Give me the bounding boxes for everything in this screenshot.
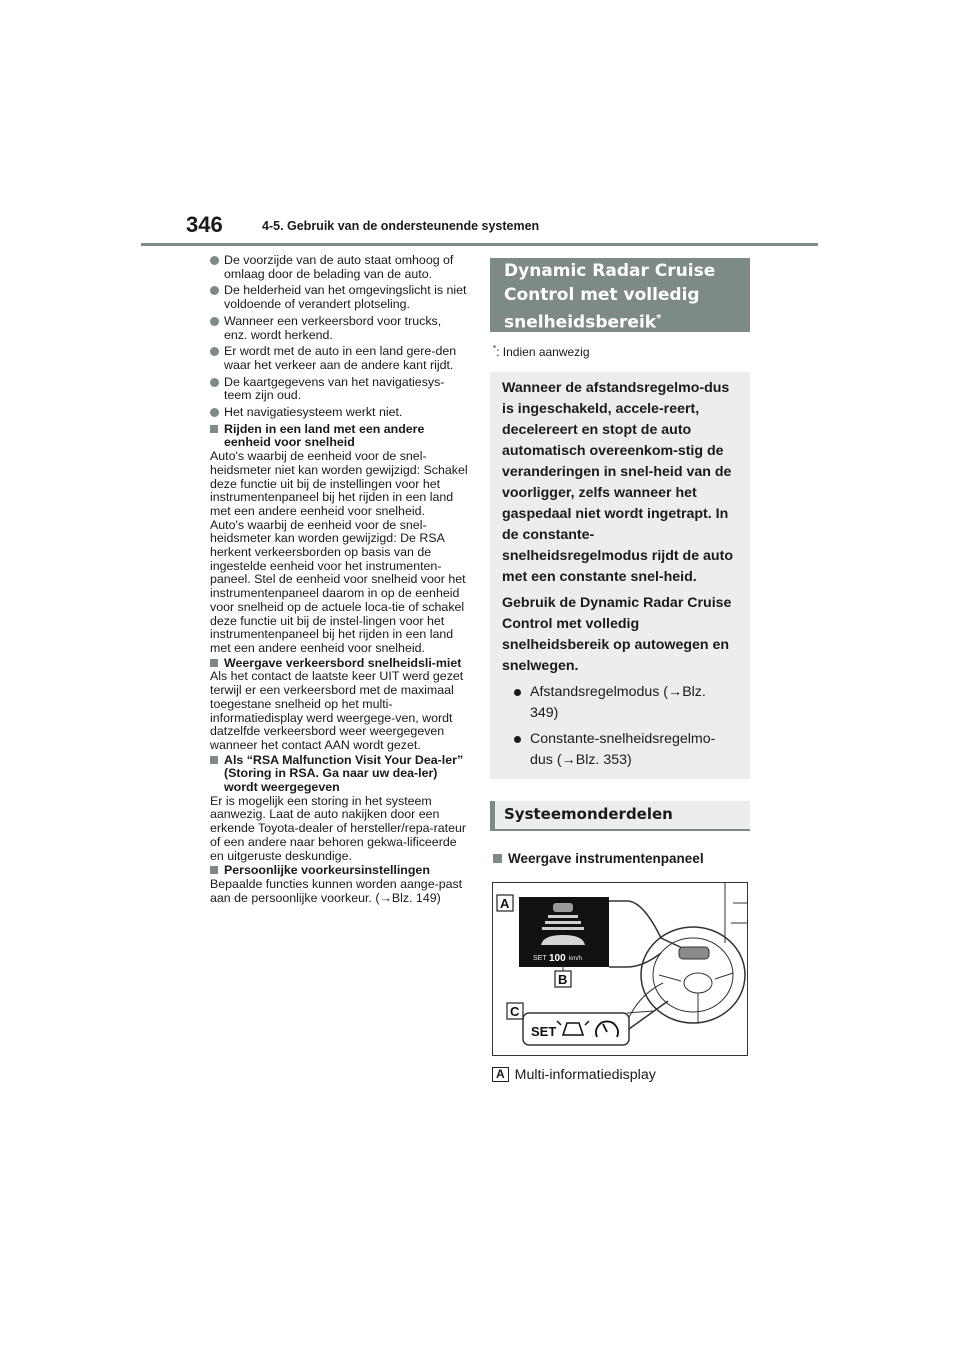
right-column bbox=[490, 258, 750, 866]
bullet-dot-icon bbox=[210, 317, 219, 326]
square-bullet-icon bbox=[210, 425, 218, 433]
bullet-dot-icon bbox=[514, 689, 521, 696]
paragraph: Als het contact de laatste keer UIT werd gezet terwijl er een verkeersbord met de maximaal toegestane snelheid op het multi-informatiedisplay werd weergege-ven, wordt datzelfde verkeersbord weer weergegeven wanneer het contact AAN wordt gezet. bbox=[210, 669, 464, 752]
bullet-item: Het navigatiesysteem werkt niet. bbox=[210, 406, 468, 420]
intro-box bbox=[490, 372, 750, 779]
intro-paragraph: Wanneer de afstandsregelmo-dus is ingeschakeld, accele-reert, decelereert en stopt de auto automatisch overeenkom-stig de veranderingen in snel-heid van de voorligger, zelfs wanneer het gaspedaal niet wordt ingetrapt. In de constante-snelheidsregelmodus rijdt de auto met een constante snel-heid. bbox=[502, 380, 733, 585]
distance-bar bbox=[545, 921, 581, 924]
label-c: C bbox=[510, 1004, 520, 1019]
bullet-item: De voorzijde van de auto staat omhoog of omlaag door de belading van de auto. bbox=[210, 254, 468, 281]
bullet-dot-icon bbox=[210, 256, 219, 265]
chapter-title-box: Dynamic Radar Cruise Control met volledig snelheidsbereik* bbox=[490, 258, 750, 332]
figure-caption: A Multi-informatiedisplay bbox=[492, 1067, 656, 1083]
bullet-dot-icon bbox=[514, 736, 521, 743]
square-bullet-icon bbox=[493, 854, 502, 863]
sub-heading: Als “RSA Malfunction Visit Your Dea-ler” (Storing in RSA. Ga naar uw dea-ler) wordt weergegeven bbox=[210, 754, 468, 795]
paragraph: Er is mogelijk een storing in het systeem aanwezig. Laat de auto nakijken door een erkende Toyota-dealer of hersteller/repa-rateur of een andere naar behoren gekwa-lificeerde en uitgeruste deskundige. bbox=[210, 793, 466, 863]
set-indicator-text: SET bbox=[531, 1024, 557, 1039]
page-number: 346 bbox=[186, 212, 223, 237]
display-set-text: SET bbox=[533, 955, 547, 962]
square-bullet-icon bbox=[210, 659, 218, 667]
bullet-dot-icon bbox=[210, 408, 219, 417]
bullet-dot-icon bbox=[210, 378, 219, 387]
display-speed-text: 100 bbox=[549, 953, 566, 964]
bullet-dot-icon bbox=[210, 286, 219, 295]
callout-line bbox=[609, 901, 693, 953]
label-b: B bbox=[558, 972, 568, 987]
bullet-item: Wanneer een verkeersbord voor trucks, enz. wordt herkend. bbox=[210, 315, 468, 342]
paragraph: Auto's waarbij de eenheid voor de snel-heidsmeter niet kan worden gewijzigd: Schakel deze functie uit bij de instellingen voor het instrumentenpaneel bij het rijden in een land met een andere eenheid voor snelheid. bbox=[210, 449, 468, 518]
footnote: *: Indien aanwezig bbox=[493, 344, 590, 359]
distance-bar bbox=[542, 927, 584, 930]
bullet-item: De helderheid van het omgevingslicht is niet voldoende of verandert plotseling. bbox=[210, 284, 468, 311]
option-item: Afstandsregelmodus (→Blz. 349) bbox=[502, 682, 738, 724]
callout-line bbox=[629, 1001, 668, 1029]
title-footnote-mark: * bbox=[656, 313, 662, 324]
instrument-figure bbox=[492, 882, 748, 1056]
sub-heading: Rijden in een land met een andere eenheid voor snelheid bbox=[210, 423, 468, 450]
intro-paragraph: Gebruik de Dynamic Radar Cruise Control met volledig snelheidsbereik op autowegen en snelwegen. bbox=[502, 595, 732, 674]
lead-car-icon bbox=[553, 903, 573, 912]
distance-bar bbox=[548, 915, 578, 918]
left-column bbox=[210, 254, 468, 905]
square-bullet-icon bbox=[210, 866, 218, 874]
header-rule bbox=[141, 243, 818, 246]
bullet-item: Er wordt met de auto in een land gere-den waar het verkeer aan de andere kant rijdt. bbox=[210, 345, 468, 372]
steering-hub bbox=[684, 973, 712, 993]
instrument-heading: Weergave instrumentenpaneel bbox=[490, 851, 750, 866]
callout-line bbox=[609, 953, 661, 967]
section-title: 4-5. Gebruik van de ondersteunende systemen bbox=[262, 219, 540, 233]
display-unit-text: km/h bbox=[569, 956, 583, 962]
dash-edge bbox=[725, 883, 747, 943]
paragraph: Bepaalde functies kunnen worden aange-past aan de persoonlijke voorkeur. (→Blz. 149) bbox=[210, 876, 463, 905]
caption-tag: A bbox=[492, 1067, 509, 1082]
sub-heading: Persoonlijke voorkeursinstellingen bbox=[210, 864, 468, 878]
cluster-screen bbox=[679, 947, 709, 959]
label-a: A bbox=[500, 896, 510, 911]
bullet-dot-icon bbox=[210, 347, 219, 356]
sub-heading: Weergave verkeersbord snelheidsli-miet bbox=[210, 657, 468, 671]
paragraph: Auto's waarbij de eenheid voor de snel-heidsmeter kan worden gewijzigd: De RSA herkent verkeersborden op basis van de ingestelde eenheid voor het instrumenten-paneel. Stel de eenheid voor snelheid voor het instrumentenpaneel daarom in op de eenheid voor snelheid op de actuele loca-tie of schakel deze functie uit bij de instel-lingen voor het instrumentenpaneel bij het rijden in een land met een andere eenheid voor snelheid. bbox=[210, 517, 466, 655]
square-bullet-icon bbox=[210, 756, 218, 764]
dashboard-illustration bbox=[493, 883, 747, 1055]
bullet-item: De kaartgegevens van het navigatiesys-teem zijn oud. bbox=[210, 376, 468, 403]
option-item: Constante-snelheidsregelmo-dus (→Blz. 353) bbox=[502, 729, 738, 771]
system-heading: Systeemonderdelen bbox=[490, 801, 750, 831]
